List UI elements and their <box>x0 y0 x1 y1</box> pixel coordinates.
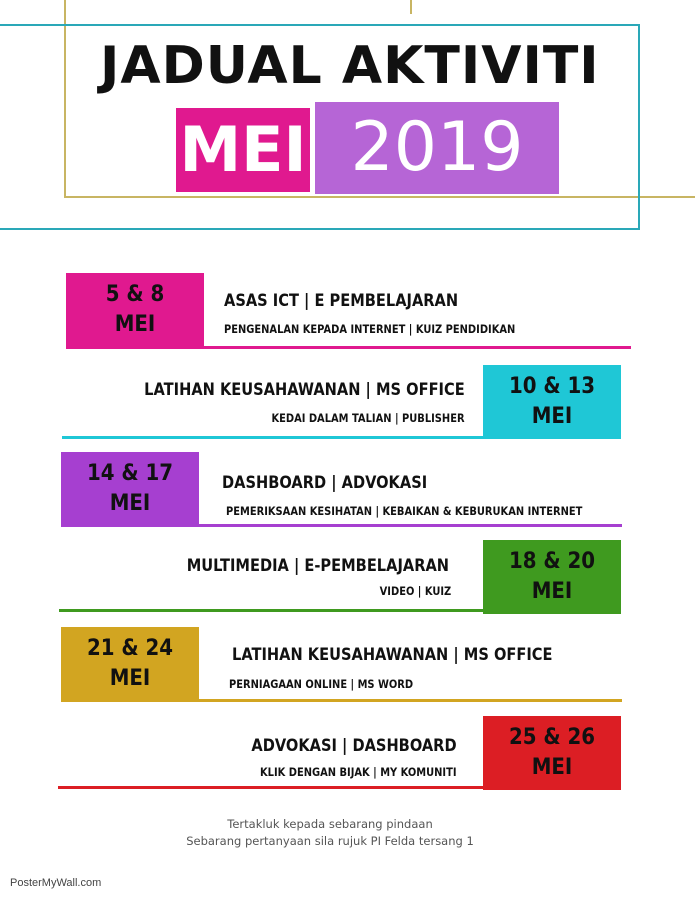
date-2-days: 10 & 13 <box>508 374 596 399</box>
frame-gold-right-top <box>410 0 412 14</box>
row-3-subtitle: PEMERIKSAAN KESIHATAN | KEBAIKAN & KEBURUKAN INTERNET <box>226 504 583 518</box>
credit-watermark: PosterMyWall.com <box>10 877 102 889</box>
month-badge: MEI <box>176 108 310 192</box>
date-box-4 <box>483 540 621 614</box>
frame-gold-horizontal <box>64 196 695 198</box>
date-1-month: MEI <box>114 312 156 337</box>
date-box-3 <box>61 452 199 526</box>
footer-note-2: Sebarang pertanyaan sila rujuk PI Felda tersang 1 <box>186 834 474 848</box>
date-4-days: 18 & 20 <box>508 549 596 574</box>
date-1-days: 5 & 8 <box>105 282 165 307</box>
date-box-6 <box>483 716 621 790</box>
row-2-title: LATIHAN KEUSAHAWANAN | MS OFFICE <box>144 380 465 400</box>
row-4-underline <box>59 609 621 612</box>
row-6-title: ADVOKASI | DASHBOARD <box>251 736 457 756</box>
frame-gold-vertical <box>64 0 66 198</box>
date-6-month: MEI <box>531 755 573 780</box>
row-5-title: LATIHAN KEUSAHAWANAN | MS OFFICE <box>232 645 553 665</box>
row-2-underline <box>62 436 621 439</box>
date-box-2 <box>483 365 621 439</box>
row-1-underline <box>66 346 631 349</box>
row-1-subtitle: PENGENALAN KEPADA INTERNET | KUIZ PENDIDIKAN <box>224 322 516 336</box>
row-6-subtitle: KLIK DENGAN BIJAK | MY KOMUNITI <box>260 765 457 779</box>
date-4-month: MEI <box>531 579 573 604</box>
row-5-subtitle: PERNIAGAAN ONLINE | MS WORD <box>229 677 414 691</box>
frame-teal-bottom <box>0 228 640 230</box>
date-box-5 <box>61 627 199 701</box>
date-6-days: 25 & 26 <box>508 725 596 750</box>
page-title: JADUAL AKTIVITI <box>100 36 600 96</box>
row-2-subtitle: KEDAI DALAM TALIAN | PUBLISHER <box>271 411 465 425</box>
date-box-1 <box>66 273 204 347</box>
row-5-underline <box>61 699 622 702</box>
row-3-title: DASHBOARD | ADVOKASI <box>222 473 428 493</box>
year-badge: 2019 <box>315 102 559 194</box>
date-3-month: MEI <box>109 491 151 516</box>
date-5-month: MEI <box>109 666 151 691</box>
row-4-title: MULTIMEDIA | E-PEMBELAJARAN <box>186 556 449 576</box>
date-2-month: MEI <box>531 404 573 429</box>
row-1-title: ASAS ICT | E PEMBELAJARAN <box>224 291 459 311</box>
date-5-days: 21 & 24 <box>86 636 174 661</box>
frame-teal-top <box>0 24 640 26</box>
row-6-underline <box>58 786 621 789</box>
date-3-days: 14 & 17 <box>86 461 174 486</box>
footer-note-1: Tertakluk kepada sebarang pindaan <box>227 817 433 831</box>
row-4-subtitle: VIDEO | KUIZ <box>379 584 451 598</box>
row-3-underline <box>61 524 622 527</box>
